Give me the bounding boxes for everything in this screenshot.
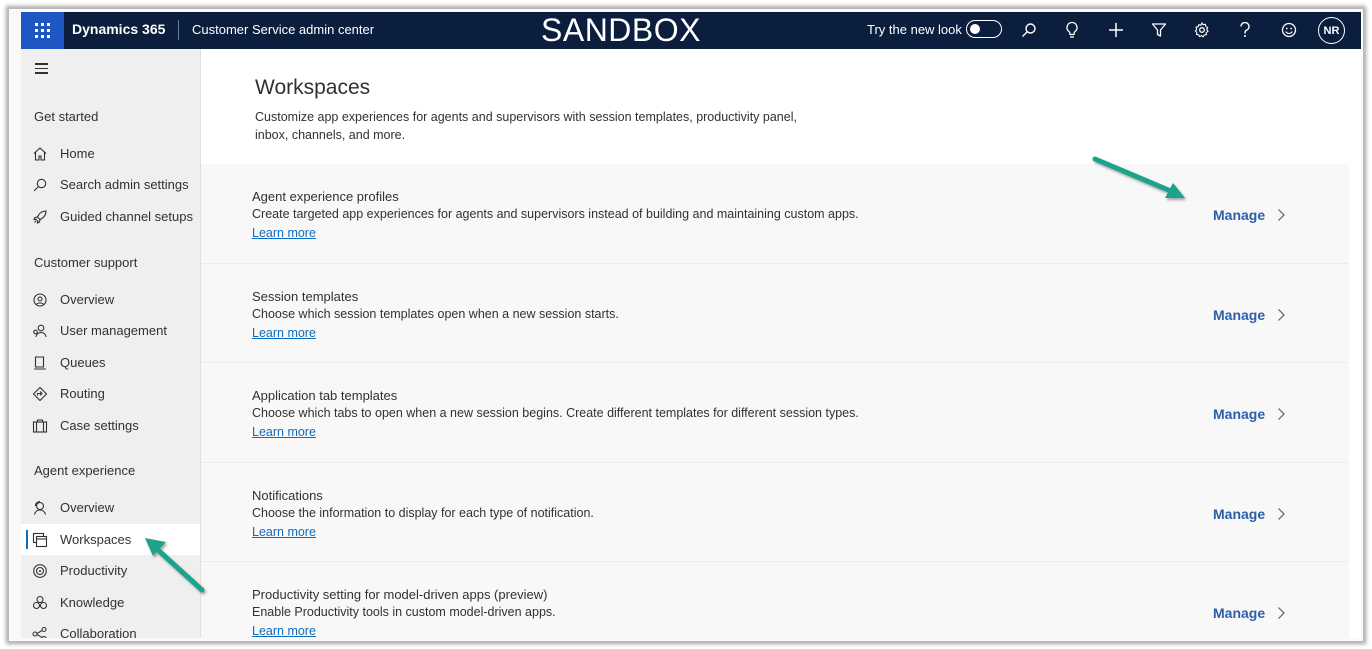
sidebar-item-label: Case settings [60,418,139,433]
app-name[interactable]: Customer Service admin center [192,22,375,37]
sidebar-item-label: Queues [60,355,106,370]
sidebar-item-agent-overview[interactable] [21,492,200,523]
card-title: Agent experience profiles [252,189,399,204]
sidebar-item-label: Collaboration [60,626,137,638]
learn-more-link[interactable]: Learn more [252,624,316,638]
chevron-right-icon[interactable] [1276,208,1286,222]
sidebar-item-label: Routing [60,386,105,401]
divider [178,20,179,40]
manage-button[interactable]: Manage [1213,306,1266,323]
home-icon [32,146,48,162]
help-icon[interactable] [1234,19,1256,41]
productivity-icon [32,563,48,579]
sidebar-item-user-management[interactable] [21,315,200,346]
settings-card [201,562,1349,638]
rocket-icon [32,209,48,225]
collaboration-icon [32,626,48,638]
briefcase-icon [32,418,48,434]
card-description: Choose which tabs to open when a new session begins. Create different templates for different session types. [252,406,859,420]
learn-more-link[interactable]: Learn more [252,226,316,240]
chevron-right-icon[interactable] [1276,507,1286,521]
chevron-right-icon[interactable] [1276,606,1286,620]
agent-overview-icon [32,500,48,516]
sidebar-item-workspaces[interactable] [21,524,200,555]
sidebar-item-label: Overview [60,500,115,515]
settings-card [201,264,1349,364]
settings-card [201,164,1349,264]
screenshot-frame [8,8,1364,642]
overview-icon [32,292,48,308]
gear-icon[interactable] [1191,19,1213,41]
card-description: Choose which session templates open when a new session starts. [252,306,619,321]
card-title: Notifications [252,487,323,503]
manage-button[interactable]: Manage [1213,605,1266,621]
routing-icon [32,386,48,402]
sidebar-item-home[interactable] [21,138,200,169]
try-new-look-label: Try the new look [867,22,962,37]
search-icon[interactable] [1018,19,1040,41]
sidebar-item-productivity[interactable] [21,555,200,586]
toggle-knob [970,24,980,34]
sidebar-section-title: Customer support [34,255,138,270]
lightbulb-icon[interactable] [1061,19,1083,41]
avatar[interactable]: NR [1318,17,1345,44]
top-bar [21,12,1361,49]
manage-button[interactable]: Manage [1213,406,1266,422]
queue-icon [32,355,48,371]
workspaces-icon [32,532,48,548]
settings-card-list [201,164,1361,638]
card-description: Choose the information to display for each type of notification. [252,505,594,520]
chevron-right-icon[interactable] [1276,407,1286,421]
search-icon [32,177,48,193]
try-new-look-toggle[interactable] [966,20,1002,38]
learn-more-link[interactable]: Learn more [252,524,316,539]
app-launcher-button[interactable] [21,12,64,49]
sidebar-item-label: Workspaces [60,532,132,547]
environment-label: SANDBOX [541,12,701,48]
knowledge-icon [32,595,48,611]
app-window [21,12,1361,638]
sidebar-section-title: Get started [34,109,99,124]
card-description: Enable Productivity tools in custom model-driven apps. [252,605,556,619]
sidebar-item-guided-channel-setups[interactable] [21,201,200,232]
hamburger-menu-icon[interactable] [35,63,48,77]
sidebar-item-collaboration[interactable] [21,618,200,638]
settings-card [201,363,1349,463]
sidebar-item-case-settings[interactable] [21,410,200,441]
users-icon [32,323,48,339]
sidebar-section-title: Agent experience [34,463,136,478]
sidebar-item-queues[interactable] [21,347,200,378]
sidebar-item-label: Overview [60,292,115,307]
sidebar-item-routing[interactable] [21,378,200,409]
card-title: Application tab templates [252,388,398,403]
plus-icon[interactable] [1105,19,1127,41]
brand-name[interactable]: Dynamics 365 [72,21,166,37]
card-title: Productivity setting for model-driven apps (preview) [252,587,548,602]
sidebar-item-customer-overview[interactable] [21,284,200,315]
manage-button[interactable]: Manage [1213,505,1266,522]
sidebar-item-search-admin-settings[interactable] [21,169,200,200]
sidebar-item-label: Productivity [60,563,128,578]
filter-icon[interactable] [1148,19,1170,41]
smiley-icon[interactable] [1278,19,1300,41]
settings-card [201,463,1349,563]
sidebar-item-label: Search admin settings [60,177,189,192]
sidebar [21,49,201,638]
card-description: Create targeted app experiences for agents and supervisors instead of building and maintaining custom apps. [252,207,859,221]
card-title: Session templates [252,288,359,304]
sidebar-item-label: Home [60,146,95,161]
sidebar-item-label: User management [60,323,167,338]
chevron-right-icon[interactable] [1276,308,1286,322]
learn-more-link[interactable]: Learn more [252,325,316,340]
sidebar-item-knowledge[interactable] [21,587,200,618]
page-description: Customize app experiences for agents and supervisors with session templates, productivity panel, inbox, channels, and more. [255,110,797,142]
learn-more-link[interactable]: Learn more [252,425,316,439]
sidebar-item-label: Guided channel setups [60,209,193,224]
waffle-icon [35,23,50,38]
page-title: Workspaces [255,76,371,99]
sidebar-item-label: Knowledge [60,595,125,610]
manage-button[interactable]: Manage [1213,207,1266,223]
main-content [201,49,1361,638]
